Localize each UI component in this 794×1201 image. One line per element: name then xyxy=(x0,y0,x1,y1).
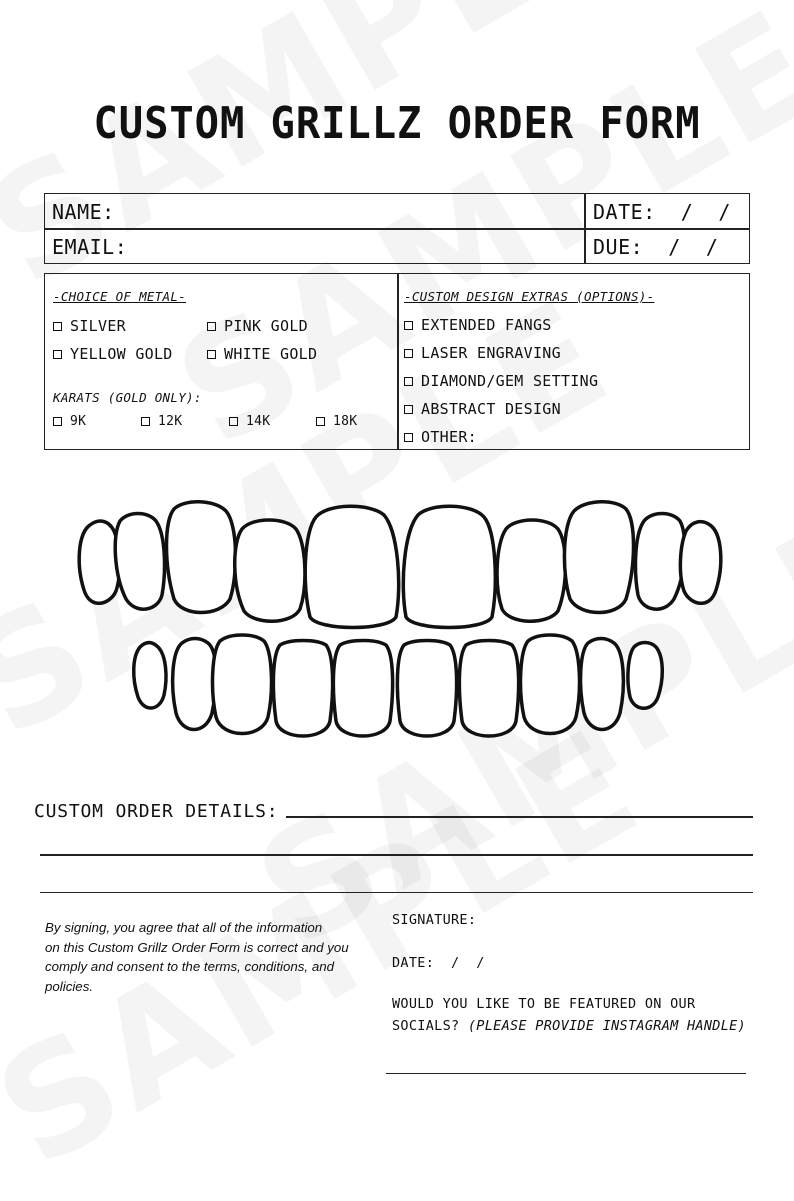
checkbox[interactable] xyxy=(404,349,413,358)
checkbox[interactable] xyxy=(404,405,413,414)
metal-option-silver[interactable]: SILVER xyxy=(53,317,126,335)
upper-tooth xyxy=(403,506,495,627)
upper-tooth xyxy=(115,514,164,610)
consent-text: By signing, you agree that all of the information on this Custom Grillz Order Form is correct and you comply and consent to the terms, conditions, and policies. xyxy=(45,920,349,994)
signature-field[interactable] xyxy=(480,908,750,932)
lower-tooth xyxy=(173,639,216,730)
options-column-divider xyxy=(397,273,399,450)
karat-option-12k[interactable]: 12K xyxy=(141,414,182,429)
checkbox[interactable] xyxy=(316,417,325,426)
date-field[interactable]: DATE: / / xyxy=(593,200,731,224)
checkbox[interactable] xyxy=(404,321,413,330)
checkbox[interactable] xyxy=(229,417,238,426)
checkbox[interactable] xyxy=(207,322,216,331)
upper-tooth xyxy=(305,506,399,627)
extras-option-diamond-gem-setting[interactable]: DIAMOND/GEM SETTING xyxy=(404,372,598,390)
karat-option-14k[interactable]: 14K xyxy=(229,414,270,429)
signature-date-field[interactable]: DATE: / / xyxy=(392,955,485,971)
name-field-label: NAME: xyxy=(52,200,115,224)
karat-option-9k[interactable]: 9K xyxy=(53,414,86,429)
checkbox[interactable] xyxy=(404,377,413,386)
lower-tooth xyxy=(134,643,166,709)
details-line[interactable] xyxy=(40,854,753,856)
lower-tooth xyxy=(397,641,456,737)
upper-tooth xyxy=(497,520,565,621)
upper-tooth xyxy=(636,514,685,610)
custom-order-details-label: CUSTOM ORDER DETAILS: xyxy=(34,801,279,822)
page-title: CUSTOM GRILLZ ORDER FORM xyxy=(93,98,701,149)
metal-option-yellow-gold[interactable]: YELLOW GOLD xyxy=(53,345,173,363)
upper-tooth xyxy=(235,520,305,621)
checkbox[interactable] xyxy=(207,350,216,359)
extras-heading: -CUSTOM DESIGN EXTRAS (OPTIONS)- xyxy=(404,289,655,304)
upper-tooth xyxy=(79,521,119,603)
details-line[interactable] xyxy=(40,892,753,893)
metal-option-white-gold[interactable]: WHITE GOLD xyxy=(207,345,317,363)
upper-tooth xyxy=(167,502,236,613)
checkbox[interactable] xyxy=(404,433,413,442)
instagram-handle-line[interactable] xyxy=(386,1073,746,1074)
lower-tooth xyxy=(521,635,580,734)
email-field[interactable] xyxy=(140,231,578,261)
checkbox[interactable] xyxy=(53,417,62,426)
metal-heading: -CHOICE OF METAL- xyxy=(53,289,187,304)
socials-question-line1: WOULD YOU LIKE TO BE FEATURED ON OUR xyxy=(392,996,696,1012)
checkbox[interactable] xyxy=(141,417,150,426)
teeth-diagram xyxy=(70,495,730,750)
upper-tooth xyxy=(564,502,633,613)
name-field[interactable] xyxy=(130,196,578,226)
karats-heading: KARATS (GOLD ONLY): xyxy=(53,390,202,405)
extras-option-extended-fangs[interactable]: EXTENDED FANGS xyxy=(404,316,552,334)
lower-tooth xyxy=(459,641,518,737)
lower-tooth xyxy=(628,643,662,709)
header-divider xyxy=(44,228,750,230)
extras-option-other[interactable]: OTHER: xyxy=(404,428,477,446)
metal-option-pink-gold[interactable]: PINK GOLD xyxy=(207,317,308,335)
extras-option-laser-engraving[interactable]: LASER ENGRAVING xyxy=(404,344,561,362)
signature-label: SIGNATURE: xyxy=(392,912,477,928)
extras-option-abstract-design[interactable]: ABSTRACT DESIGN xyxy=(404,400,561,418)
upper-tooth xyxy=(680,522,720,604)
checkbox[interactable] xyxy=(53,350,62,359)
lower-tooth xyxy=(213,635,272,734)
lower-tooth xyxy=(333,641,392,737)
details-line[interactable] xyxy=(286,816,753,818)
lower-tooth xyxy=(273,641,332,737)
karat-option-18k[interactable]: 18K xyxy=(316,414,357,429)
due-date-field[interactable]: DUE: / / xyxy=(593,235,719,259)
header-column-divider xyxy=(584,193,586,264)
lower-tooth xyxy=(581,639,624,730)
checkbox[interactable] xyxy=(53,322,62,331)
email-field-label: EMAIL: xyxy=(52,235,128,259)
socials-question-line2: SOCIALS? (PLEASE PROVIDE INSTAGRAM HANDLE) xyxy=(392,1018,746,1034)
